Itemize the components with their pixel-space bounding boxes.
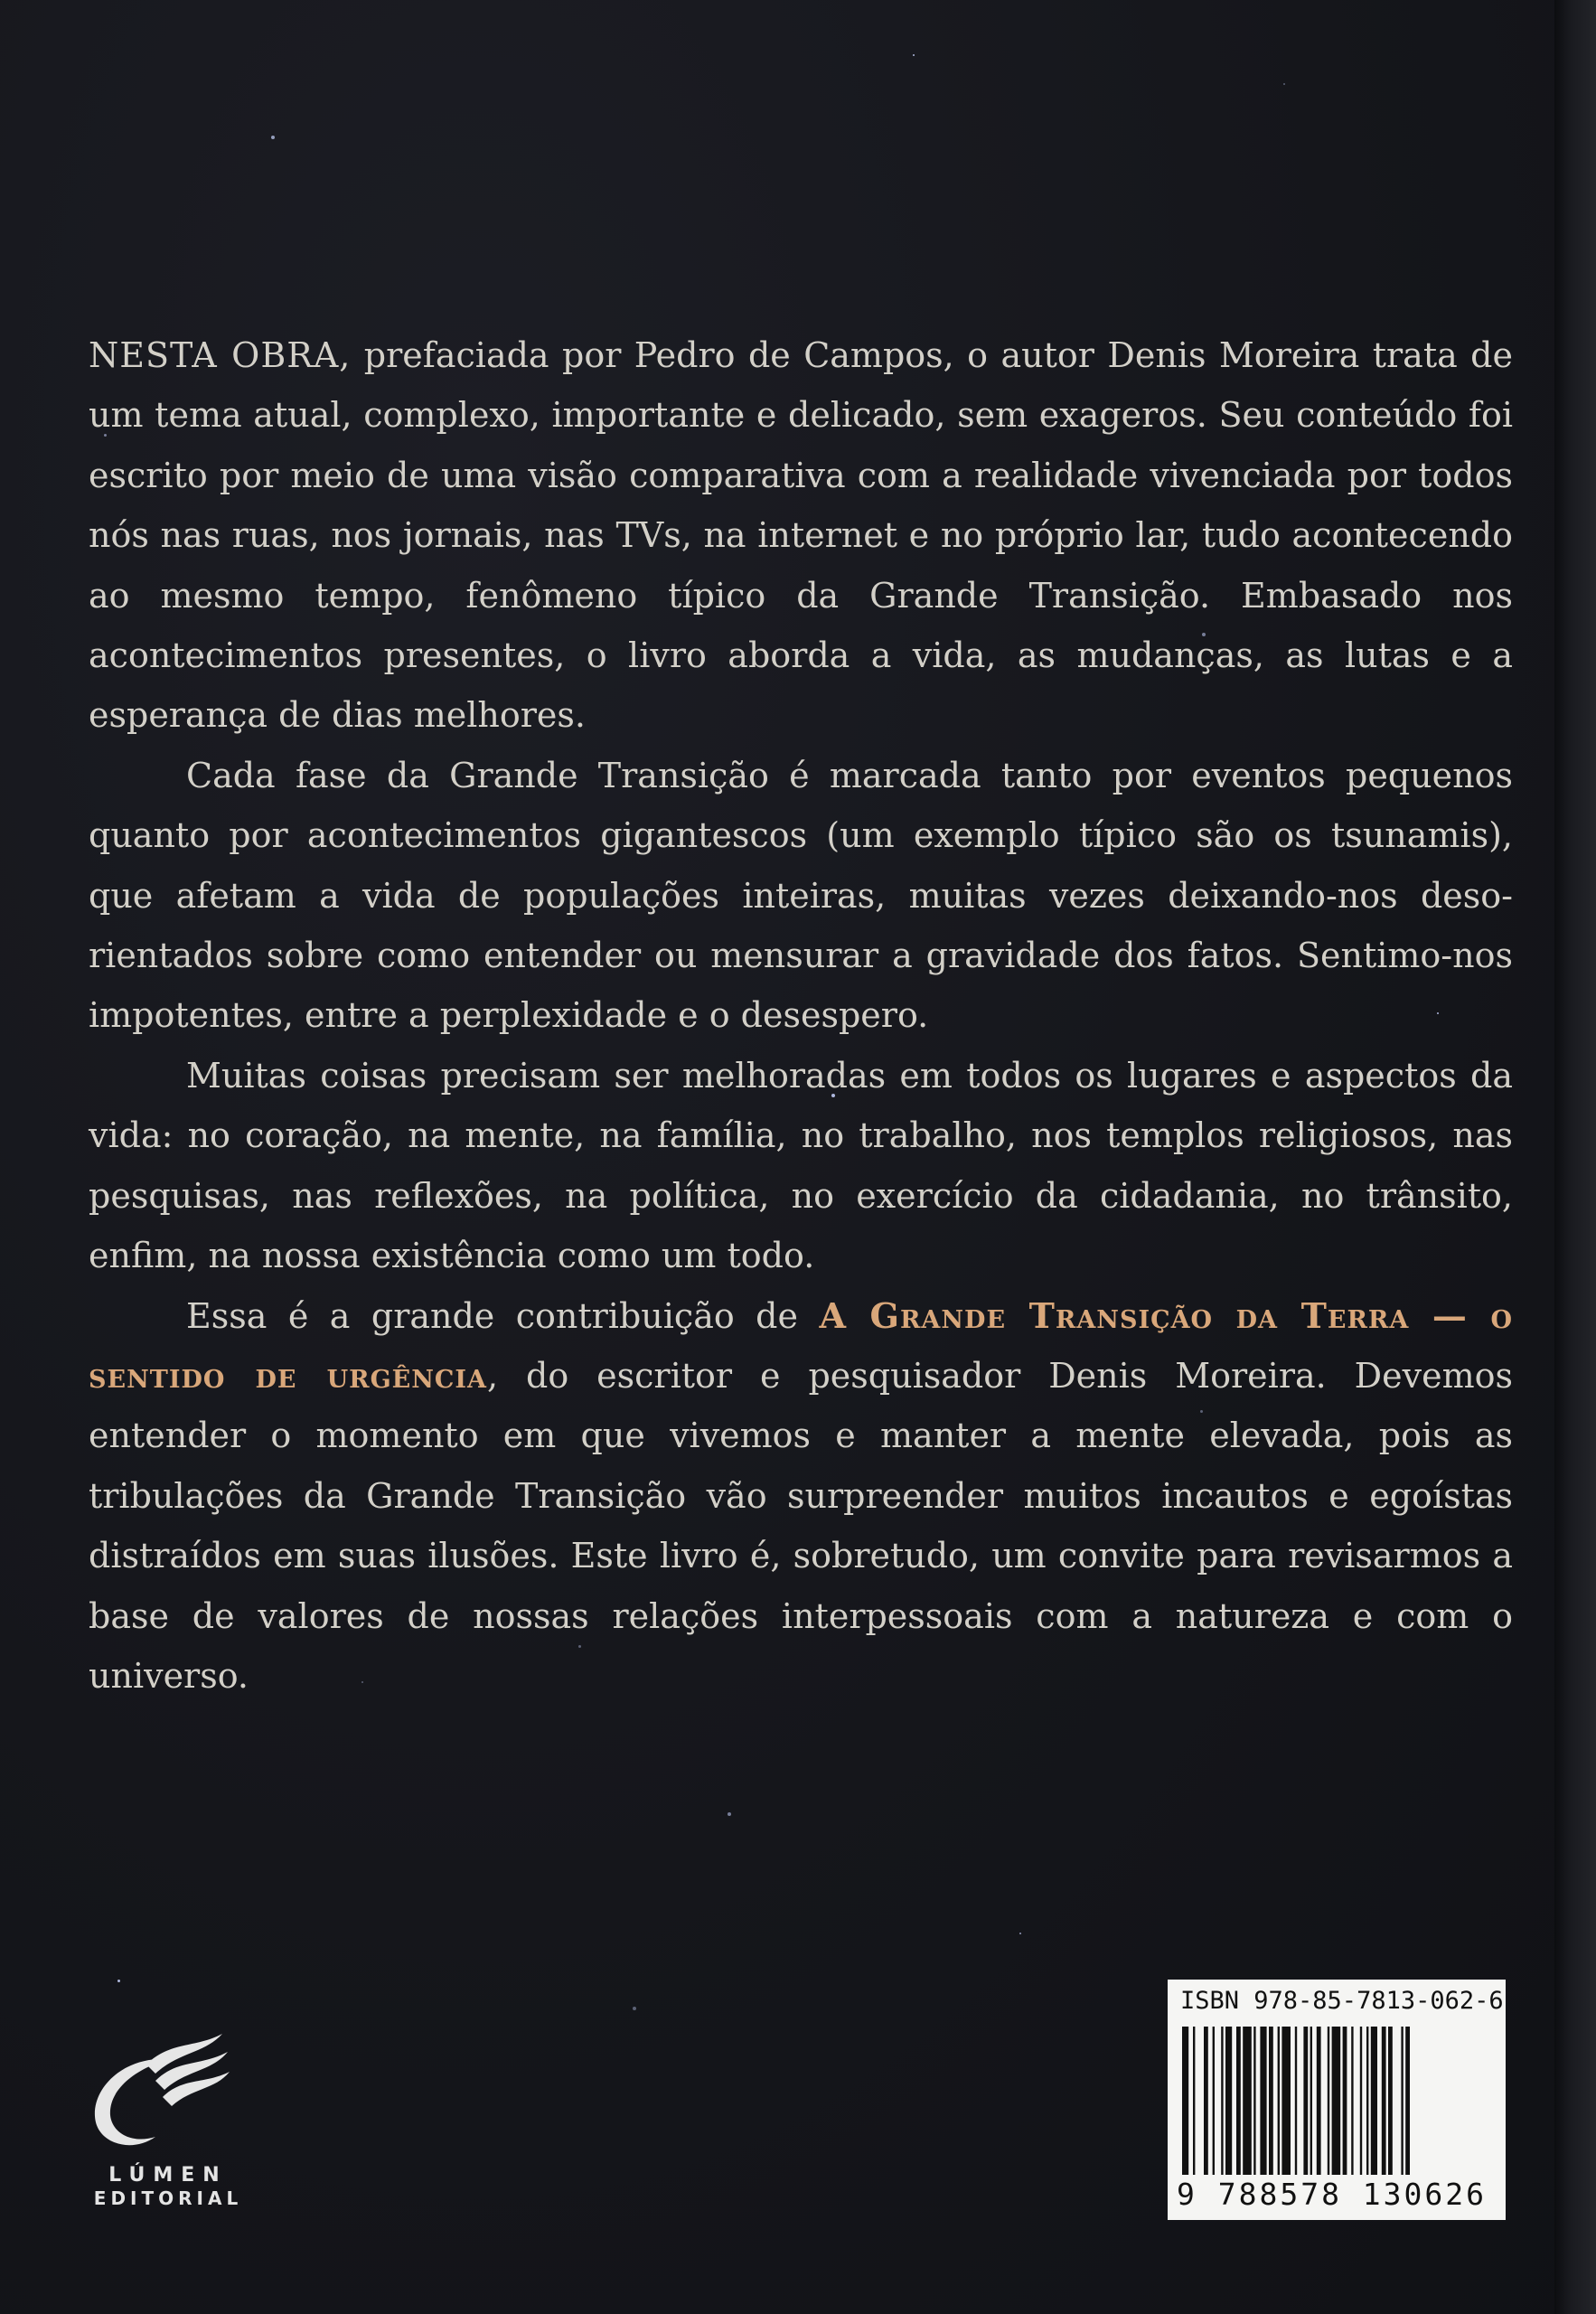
barcode-bar (1405, 2027, 1410, 2175)
isbn-number: ISBN 978-85-7813-062-6 (1180, 1987, 1504, 2015)
star (728, 1812, 731, 1816)
barcode-bar (1182, 2027, 1188, 2175)
star (913, 54, 915, 56)
barcode-bar (1281, 2027, 1291, 2175)
barcode-bar (1382, 2027, 1386, 2175)
barcode-bar (1243, 2027, 1252, 2175)
barcode-bar (1213, 2027, 1215, 2175)
barcode-bar (1310, 2027, 1312, 2175)
star (1283, 83, 1285, 85)
publisher-subtitle: EDITORIAL (93, 2187, 243, 2209)
blurb-paragraph-4-end: , do escritor e pesquisador Denis Moreira. Devemos entender o momento em que vivemos e manter a mente elevada, pois as tribulações da Grande Transição vão surpreender muitos incautos e egoístas distraídos em suas ilusões. Este livro é, sobretudo, um convite para revisarmos a base de valores de nossas relações interpessoais com a natureza e com o universo. (89, 1355, 1513, 1696)
barcode-bar (1332, 2027, 1341, 2175)
star (271, 136, 275, 139)
barcode-bar (1401, 2027, 1403, 2175)
barcode-bars (1180, 2027, 1493, 2177)
blurb-paragraph-3: Muitas coisas precisam ser melhoradas em todos os lugares e aspectos da vida: no coração, na mente, na família, no trabalho, nos templos religiosos, nas pesquisas, nas reflexões, na política, no exercício da cidadania, no trânsito, enfim, na nossa existência como um todo. (89, 1055, 1513, 1276)
barcode-bar (1328, 2027, 1329, 2175)
wave-swirl-logo-icon (69, 2021, 268, 2166)
barcode-bar (1317, 2027, 1321, 2175)
barcode-bar (1260, 2027, 1266, 2175)
barcode-digits: 9 788578 130626 (1177, 2177, 1488, 2212)
blurb-paragraph-1-text: prefaciada por Pedro de Campos, o autor Denis Moreira trata de um tema atual, complexo, importante e delicado, sem exageros. Seu conteúdo foi escrito por meio de uma visão comparativa com a realidade vivenciada por todos nós nas ruas, nos jornais, nas TVs, na internet e no próprio lar, tudo acontecendo ao mesmo tempo, fenômeno típico da Grande Transição. Embasado nos acontecimentos presentes, o livro aborda a vida, as mudanças, as lutas e a esperança de dias melhores. (89, 335, 1513, 736)
barcode-bar (1225, 2027, 1232, 2175)
barcode-bar (1351, 2027, 1353, 2175)
barcode-bar (1303, 2027, 1308, 2175)
blurb-paragraph-4-start: Essa é a grande contribuição de (186, 1295, 820, 1336)
spine-edge (1554, 0, 1596, 2314)
barcode-bar (1204, 2027, 1208, 2175)
back-cover-blurb (89, 325, 1513, 1706)
barcode-bar (1360, 2027, 1362, 2175)
publisher-logo (69, 2021, 268, 2220)
barcode-bar (1221, 2027, 1223, 2175)
barcode-bar (1236, 2027, 1241, 2175)
star (633, 2007, 636, 2010)
barcode-bar (1269, 2027, 1273, 2175)
barcode-bar (1371, 2027, 1377, 2175)
book-title: A Grande Transição da Terra — o sentido de urgência (89, 1294, 1513, 1396)
barcode-bar (1295, 2027, 1297, 2175)
barcode-bar (1366, 2027, 1368, 2175)
star (1019, 1933, 1021, 1934)
publisher-name: LÚMEN (108, 2164, 228, 2187)
barcode-bar (1253, 2027, 1255, 2175)
barcode-bar (1278, 2027, 1280, 2175)
barcode-bar (1388, 2027, 1393, 2175)
blurb-opening: NESTA OBRA, (89, 335, 352, 375)
blurb-paragraph-2: Cada fase da Grande Transição é marcada tanto por eventos pequenos quanto por acontecimentos gigantescos (um exemplo típico são os tsunamis), que afetam a vida de populações inteiras, muitas vezes deixando-nos desorientados sobre como entender ou mensurar a gravidade dos fatos. Sentimo-nos impotentes, entre a perplexidade e o desespero. (89, 755, 1513, 1036)
star (117, 1980, 120, 1982)
barcode-bar (1343, 2027, 1347, 2175)
barcode-bar (1193, 2027, 1195, 2175)
isbn-barcode-label (1168, 1980, 1506, 2220)
blurb-paragraph-1 (89, 325, 1513, 746)
blurb-paragraph-4 (89, 1286, 1513, 1707)
